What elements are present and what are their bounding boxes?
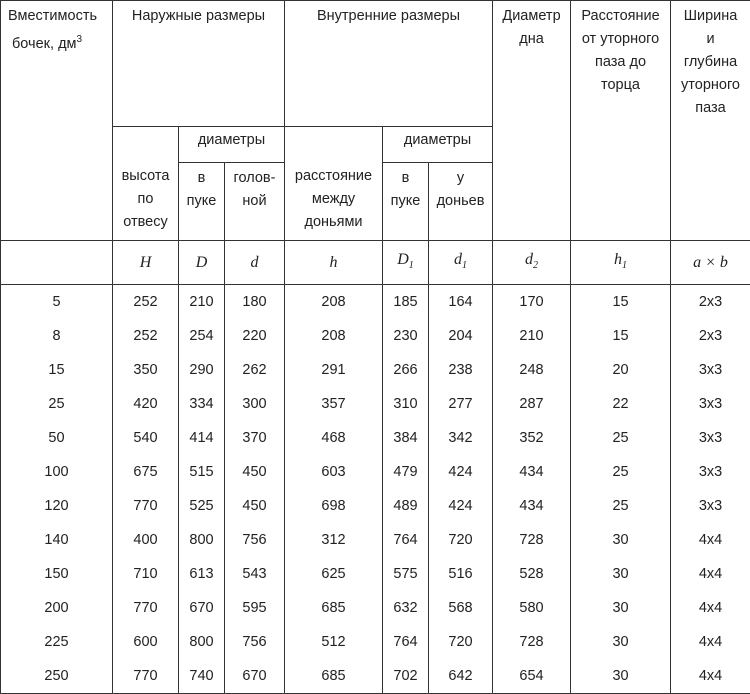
between-bottoms-cell: 291 — [285, 353, 383, 387]
height-cell: 420 — [113, 387, 179, 421]
table-row — [1, 285, 750, 320]
inner-bulge-diameter-cell: 479 — [383, 455, 429, 489]
table-body — [1, 285, 750, 694]
outer-bulge-diameter-cell: 254 — [179, 319, 225, 353]
head-diameter-cell: 370 — [225, 421, 285, 455]
head-diameter-cell: 300 — [225, 387, 285, 421]
between-bottoms-cell: 468 — [285, 421, 383, 455]
table-row — [1, 353, 750, 387]
symbol-D: D — [179, 241, 225, 285]
table-row — [1, 659, 750, 694]
head-diameter-cell: 543 — [225, 557, 285, 591]
head-diameter-cell: 450 — [225, 455, 285, 489]
between-bottoms-cell: 625 — [285, 557, 383, 591]
bottoms-diameter-cell: 516 — [429, 557, 493, 591]
inner-diameters-label: диаметры — [403, 132, 472, 148]
head-diameter-cell: 595 — [225, 591, 285, 625]
capacity-cell: 225 — [1, 625, 113, 659]
outer-sizes-header — [113, 1, 285, 127]
groove-distance-header — [571, 1, 671, 241]
bottoms-diameter-cell: 164 — [429, 285, 493, 320]
height-cell: 600 — [113, 625, 179, 659]
outer-diameters-header — [179, 127, 285, 163]
symbol-d2-sub: 2 — [533, 260, 539, 272]
bottom-diameter-cell: 580 — [493, 591, 571, 625]
between-bottoms-cell: 312 — [285, 523, 383, 557]
capacity-header-line2 — [8, 28, 112, 56]
between-bottoms-cell: 208 — [285, 285, 383, 320]
groove-distance-cell: 15 — [571, 285, 671, 320]
groove-distance-cell: 25 — [571, 421, 671, 455]
head-diameter-cell: 756 — [225, 523, 285, 557]
plumb-height-header — [113, 127, 179, 241]
groove-distance-cell: 22 — [571, 387, 671, 421]
outer-bulge-diameter-cell: 613 — [179, 557, 225, 591]
symbol-h1-base: h — [614, 250, 623, 268]
height-cell: 540 — [113, 421, 179, 455]
at-bottoms-label: у доньев — [436, 170, 485, 209]
table-row — [1, 489, 750, 523]
inner-bulge-diameter-cell: 489 — [383, 489, 429, 523]
groove-distance-cell: 25 — [571, 455, 671, 489]
groove-size-cell: 2x3 — [671, 319, 750, 353]
bottoms-diameter-cell: 642 — [429, 659, 493, 694]
capacity-cell: 8 — [1, 319, 113, 353]
inner-in-bulge-header — [383, 163, 429, 241]
outer-bulge-diameter-cell: 800 — [179, 625, 225, 659]
outer-bulge-diameter-cell: 800 — [179, 523, 225, 557]
capacity-cell: 140 — [1, 523, 113, 557]
height-cell: 252 — [113, 319, 179, 353]
head-diameter-cell: 180 — [225, 285, 285, 320]
groove-size-cell: 2x3 — [671, 285, 750, 320]
head-diameter-cell: 262 — [225, 353, 285, 387]
table-row — [1, 591, 750, 625]
head-diameter-cell: 450 — [225, 489, 285, 523]
symbol-axb: a × b — [671, 241, 750, 285]
bottoms-diameter-cell: 204 — [429, 319, 493, 353]
height-cell: 710 — [113, 557, 179, 591]
capacity-cell: 100 — [1, 455, 113, 489]
inner-sizes-header — [285, 1, 493, 127]
groove-distance-label: Расстояние от уторного паза до торца — [581, 8, 660, 93]
groove-size-cell: 4x4 — [671, 523, 750, 557]
inner-bulge-diameter-cell: 702 — [383, 659, 429, 694]
groove-size-cell: 4x4 — [671, 625, 750, 659]
bottoms-diameter-cell: 568 — [429, 591, 493, 625]
between-bottoms-cell: 698 — [285, 489, 383, 523]
outer-diameters-label: диаметры — [197, 132, 266, 148]
capacity-unit: бочек, дм — [12, 35, 77, 52]
inner-bulge-diameter-cell: 384 — [383, 421, 429, 455]
height-cell: 400 — [113, 523, 179, 557]
bottom-diameter-cell: 434 — [493, 455, 571, 489]
head-diameter-cell: 220 — [225, 319, 285, 353]
bottom-diameter-cell: 210 — [493, 319, 571, 353]
bottom-diameter-cell: 528 — [493, 557, 571, 591]
capacity-header-line1: Вместимость — [8, 8, 98, 24]
inner-bulge-diameter-cell: 764 — [383, 523, 429, 557]
groove-distance-cell: 20 — [571, 353, 671, 387]
outer-sizes-label: Наружные размеры — [131, 8, 266, 24]
bottom-diameter-cell: 170 — [493, 285, 571, 320]
groove-size-cell: 3x3 — [671, 353, 750, 387]
bottom-diameter-cell: 728 — [493, 625, 571, 659]
groove-size-header — [671, 1, 750, 241]
bottom-diameter-cell: 287 — [493, 387, 571, 421]
head-diameter-label: голов- ной — [233, 170, 276, 209]
groove-size-cell: 4x4 — [671, 659, 750, 694]
bottom-diameter-cell: 248 — [493, 353, 571, 387]
height-cell: 252 — [113, 285, 179, 320]
between-bottoms-cell: 357 — [285, 387, 383, 421]
bottoms-diameter-cell: 720 — [429, 625, 493, 659]
height-cell: 675 — [113, 455, 179, 489]
outer-bulge-diameter-cell: 670 — [179, 591, 225, 625]
capacity-unit-power: 3 — [76, 34, 83, 45]
groove-distance-cell: 30 — [571, 591, 671, 625]
inner-bulge-diameter-cell: 310 — [383, 387, 429, 421]
symbol-d: d — [225, 241, 285, 285]
bottom-diameter-header — [493, 1, 571, 241]
table-row — [1, 319, 750, 353]
table-row — [1, 557, 750, 591]
capacity-cell: 5 — [1, 285, 113, 320]
capacity-cell: 150 — [1, 557, 113, 591]
bottoms-diameter-cell: 238 — [429, 353, 493, 387]
groove-size-cell: 3x3 — [671, 455, 750, 489]
capacity-cell: 120 — [1, 489, 113, 523]
capacity-cell: 200 — [1, 591, 113, 625]
inner-bulge-diameter-cell: 764 — [383, 625, 429, 659]
bottom-diameter-cell: 434 — [493, 489, 571, 523]
height-cell: 770 — [113, 659, 179, 694]
groove-size-cell: 3x3 — [671, 387, 750, 421]
in-bulge-label: в пуке — [186, 170, 217, 209]
between-bottoms-header — [285, 127, 383, 241]
groove-distance-cell: 25 — [571, 489, 671, 523]
symbol-h: h — [285, 241, 383, 285]
between-bottoms-cell: 512 — [285, 625, 383, 659]
outer-bulge-diameter-cell: 210 — [179, 285, 225, 320]
height-cell: 770 — [113, 591, 179, 625]
between-bottoms-cell: 685 — [285, 591, 383, 625]
bottoms-diameter-cell: 720 — [429, 523, 493, 557]
inner-bulge-diameter-cell: 266 — [383, 353, 429, 387]
inner-bulge-diameter-cell: 575 — [383, 557, 429, 591]
bottoms-diameter-cell: 424 — [429, 455, 493, 489]
bottoms-diameter-cell: 424 — [429, 489, 493, 523]
in-bulge-header — [179, 163, 225, 241]
table-row — [1, 455, 750, 489]
symbol-D1-base: D — [397, 250, 409, 268]
symbol-d1 — [429, 241, 493, 285]
head-diameter-cell: 756 — [225, 625, 285, 659]
groove-size-label: Ширина и глубина уторного паза — [681, 8, 740, 116]
groove-distance-cell: 30 — [571, 625, 671, 659]
bottom-diameter-cell: 728 — [493, 523, 571, 557]
between-bottoms-cell: 685 — [285, 659, 383, 694]
outer-bulge-diameter-cell: 290 — [179, 353, 225, 387]
capacity-cell: 50 — [1, 421, 113, 455]
capacity-cell: 25 — [1, 387, 113, 421]
outer-bulge-diameter-cell: 334 — [179, 387, 225, 421]
table-row — [1, 387, 750, 421]
groove-size-cell: 4x4 — [671, 557, 750, 591]
symbol-h1-sub: 1 — [622, 260, 628, 272]
bottoms-diameter-cell: 277 — [429, 387, 493, 421]
inner-sizes-label: Внутренние размеры — [316, 8, 461, 24]
head-diameter-header — [225, 163, 285, 241]
bottom-diameter-cell: 654 — [493, 659, 571, 694]
outer-bulge-diameter-cell: 414 — [179, 421, 225, 455]
symbol-D1-sub: 1 — [408, 260, 414, 272]
inner-bulge-diameter-cell: 632 — [383, 591, 429, 625]
outer-bulge-diameter-cell: 525 — [179, 489, 225, 523]
groove-distance-cell: 15 — [571, 319, 671, 353]
height-cell: 770 — [113, 489, 179, 523]
groove-distance-cell: 30 — [571, 659, 671, 694]
groove-size-cell: 3x3 — [671, 421, 750, 455]
symbol-H: H — [113, 241, 179, 285]
capacity-cell: 15 — [1, 353, 113, 387]
outer-bulge-diameter-cell: 740 — [179, 659, 225, 694]
symbol-D1 — [383, 241, 429, 285]
groove-size-cell: 3x3 — [671, 489, 750, 523]
head-diameter-cell: 670 — [225, 659, 285, 694]
symbol-h1 — [571, 241, 671, 285]
bottoms-diameter-cell: 342 — [429, 421, 493, 455]
table-row — [1, 625, 750, 659]
bottom-diameter-label: Диаметр дна — [502, 8, 561, 47]
table-row — [1, 421, 750, 455]
capacity-cell: 250 — [1, 659, 113, 694]
between-bottoms-cell: 208 — [285, 319, 383, 353]
inner-in-bulge-label: в пуке — [390, 170, 421, 209]
between-bottoms-label: расстояние между доньями — [294, 168, 373, 230]
inner-bulge-diameter-cell: 230 — [383, 319, 429, 353]
inner-diameters-header — [383, 127, 493, 163]
symbol-d1-base: d — [454, 250, 463, 268]
plumb-height-label: высота по отвесу — [121, 168, 170, 230]
symbol-d2 — [493, 241, 571, 285]
groove-distance-cell: 30 — [571, 557, 671, 591]
table-row — [1, 523, 750, 557]
table-header — [1, 1, 750, 285]
symbol-d2-base: d — [525, 250, 534, 268]
at-bottoms-header — [429, 163, 493, 241]
height-cell: 350 — [113, 353, 179, 387]
capacity-header — [1, 1, 113, 241]
between-bottoms-cell: 603 — [285, 455, 383, 489]
symbol-empty-cell — [1, 241, 113, 285]
inner-bulge-diameter-cell: 185 — [383, 285, 429, 320]
groove-distance-cell: 30 — [571, 523, 671, 557]
outer-bulge-diameter-cell: 515 — [179, 455, 225, 489]
groove-size-cell: 4x4 — [671, 591, 750, 625]
symbol-d1-sub: 1 — [462, 260, 468, 272]
bottom-diameter-cell: 352 — [493, 421, 571, 455]
